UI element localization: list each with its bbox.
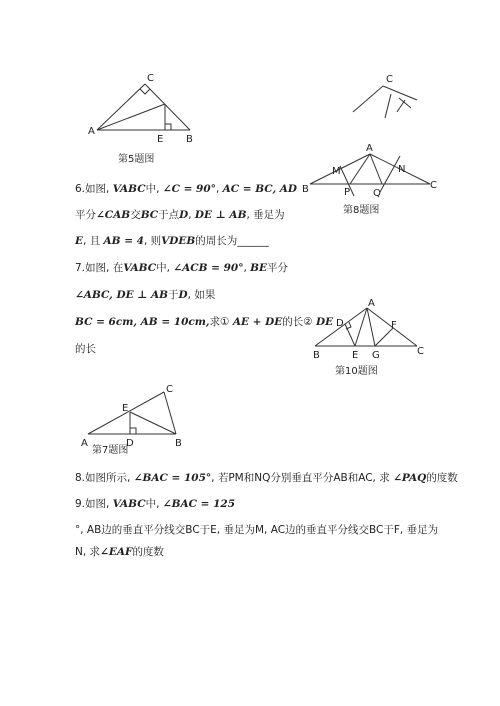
q8-text: , 若PM和NQ分别垂直平分AB和AC, 求 — [211, 472, 394, 484]
q6-triangle-deb: VDEB — [161, 235, 196, 247]
figure-7-drawing — [80, 382, 190, 450]
q7-text: 平分 — [267, 262, 289, 274]
fig5-label-c: C — [147, 73, 154, 84]
q7-text: 求① — [209, 316, 233, 328]
q7-line-4 — [75, 342, 96, 356]
q6-condition: AC = BC, AD — [222, 183, 298, 195]
fig8-label-b: B — [302, 184, 309, 195]
q6-line-1 — [75, 182, 297, 196]
fig10-label-d: D — [336, 318, 344, 329]
q7-condition: ∠ABC, DE ⊥ AB — [75, 289, 169, 301]
q8-angle-bac: ∠BAC = 105° — [133, 472, 212, 484]
partial-figure-drawing — [345, 70, 420, 120]
q7-de: DE — [315, 316, 334, 328]
q6-line-3 — [75, 234, 269, 248]
q9-line-2 — [75, 523, 438, 537]
fig10-caption: 第10题图 — [335, 366, 378, 377]
q9-line-3 — [75, 545, 164, 559]
fig8-label-a: A — [366, 143, 373, 154]
fig10-label-e: E — [352, 350, 359, 360]
fig7-caption: 第7题图 — [92, 445, 129, 456]
q7-text: 7.如图, 在 — [75, 262, 124, 274]
q8-text: 的度数 — [426, 472, 458, 484]
fig10-label-g: G — [372, 350, 380, 360]
fig7-label-d: D — [126, 438, 134, 449]
q9-line-1 — [75, 497, 235, 511]
partial-label-c: C — [386, 74, 393, 85]
figure-10 — [305, 296, 435, 360]
q8-text: 8.如图所示, — [75, 472, 134, 484]
q6-text: , 垂足为 — [246, 209, 285, 221]
q6-text: 平分 — [75, 209, 96, 221]
fig10-label-a: A — [368, 298, 375, 309]
q7-lengths: BC = 6cm, AB = 10cm, — [75, 316, 210, 328]
fig7-label-e: E — [122, 403, 129, 414]
q6-perpendicular: DE ⊥ AB — [194, 209, 247, 221]
fig8-label-c: C — [430, 180, 437, 191]
q6-point-d: D — [179, 209, 189, 221]
q6-text: , 且 — [83, 235, 104, 247]
q7-line-1 — [75, 261, 288, 275]
fig10-label-f: F — [391, 320, 397, 331]
q6-ab-length: AB = 4 — [103, 235, 144, 247]
q7-point-d: D — [178, 289, 188, 301]
fig7-label-c: C — [166, 384, 173, 395]
q6-text: 中, — [145, 183, 163, 195]
q7-line-3 — [75, 315, 333, 329]
q6-answer-blank: 的周长为______ — [195, 235, 269, 247]
fig10-label-c: C — [417, 346, 424, 357]
q6-triangle: VABC — [112, 183, 146, 195]
q6-segment-bc: BC — [140, 209, 159, 221]
q9-text: 9.如图, — [75, 498, 113, 510]
q7-segment-be: BE — [250, 262, 268, 274]
q9-text: N, 求 — [75, 546, 101, 558]
q7-angle-acb: ∠ACB = 90° — [173, 262, 244, 274]
figure-8 — [300, 140, 445, 200]
fig7-label-a: A — [81, 438, 88, 449]
figure-7 — [80, 382, 190, 450]
q6-text: , 则 — [143, 235, 162, 247]
fig5-label-e: E — [157, 134, 164, 145]
fig8-caption: 第8题图 — [343, 205, 380, 216]
q6-text: 6.如图, — [75, 183, 113, 195]
figure-8-drawing — [300, 140, 445, 200]
fig5-label-a: A — [88, 126, 95, 137]
fig7-label-b: B — [175, 438, 182, 449]
fig5-caption: 第5题图 — [118, 154, 155, 165]
q7-ae-plus-de: AE + DE — [232, 316, 283, 328]
q9-text: °, AB边的垂直平分线交BC于E, 垂足为M, AC边的垂直平分线交BC于F, 垂足为 — [75, 524, 439, 536]
q7-text: 中, — [156, 262, 174, 274]
q7-line-2 — [75, 288, 215, 302]
q7-text: 于 — [168, 289, 179, 301]
fig8-label-q: Q — [373, 188, 381, 199]
figure-10-drawing — [305, 296, 435, 360]
q6-text: 于点 — [158, 209, 180, 221]
q6-text: , — [215, 183, 223, 195]
fig8-label-p: P — [344, 187, 351, 198]
q6-point-e: E — [75, 235, 84, 247]
q7-text: , — [243, 262, 251, 274]
q6-text: , — [188, 209, 195, 221]
fig10-label-b: B — [313, 350, 320, 360]
q9-angle-eaf: ∠EAF — [100, 546, 133, 558]
q9-text: 的度数 — [132, 546, 164, 558]
q7-text: , 如果 — [187, 289, 216, 301]
q7-text: 的长 — [75, 343, 96, 355]
q6-angle-c: ∠C = 90° — [162, 183, 216, 195]
q9-angle-bac: ∠BAC = 125 — [162, 498, 235, 510]
q9-triangle: VABC — [112, 498, 146, 510]
figure-5 — [85, 70, 210, 145]
q8-line — [75, 471, 458, 485]
partial-figure — [345, 70, 420, 120]
q7-triangle: VABC — [123, 262, 157, 274]
q6-line-2 — [75, 208, 285, 222]
fig5-label-b: B — [186, 134, 193, 145]
q6-angle-cab: ∠CAB — [96, 209, 131, 221]
fig8-label-m: M — [332, 166, 341, 177]
q8-angle-paq: ∠PAQ — [393, 472, 427, 484]
q6-text: 交 — [130, 209, 141, 221]
figure-5-drawing — [85, 70, 210, 145]
fig8-label-n: N — [398, 164, 406, 175]
q9-text: 中, — [145, 498, 163, 510]
q7-text: 的长② — [282, 316, 316, 328]
